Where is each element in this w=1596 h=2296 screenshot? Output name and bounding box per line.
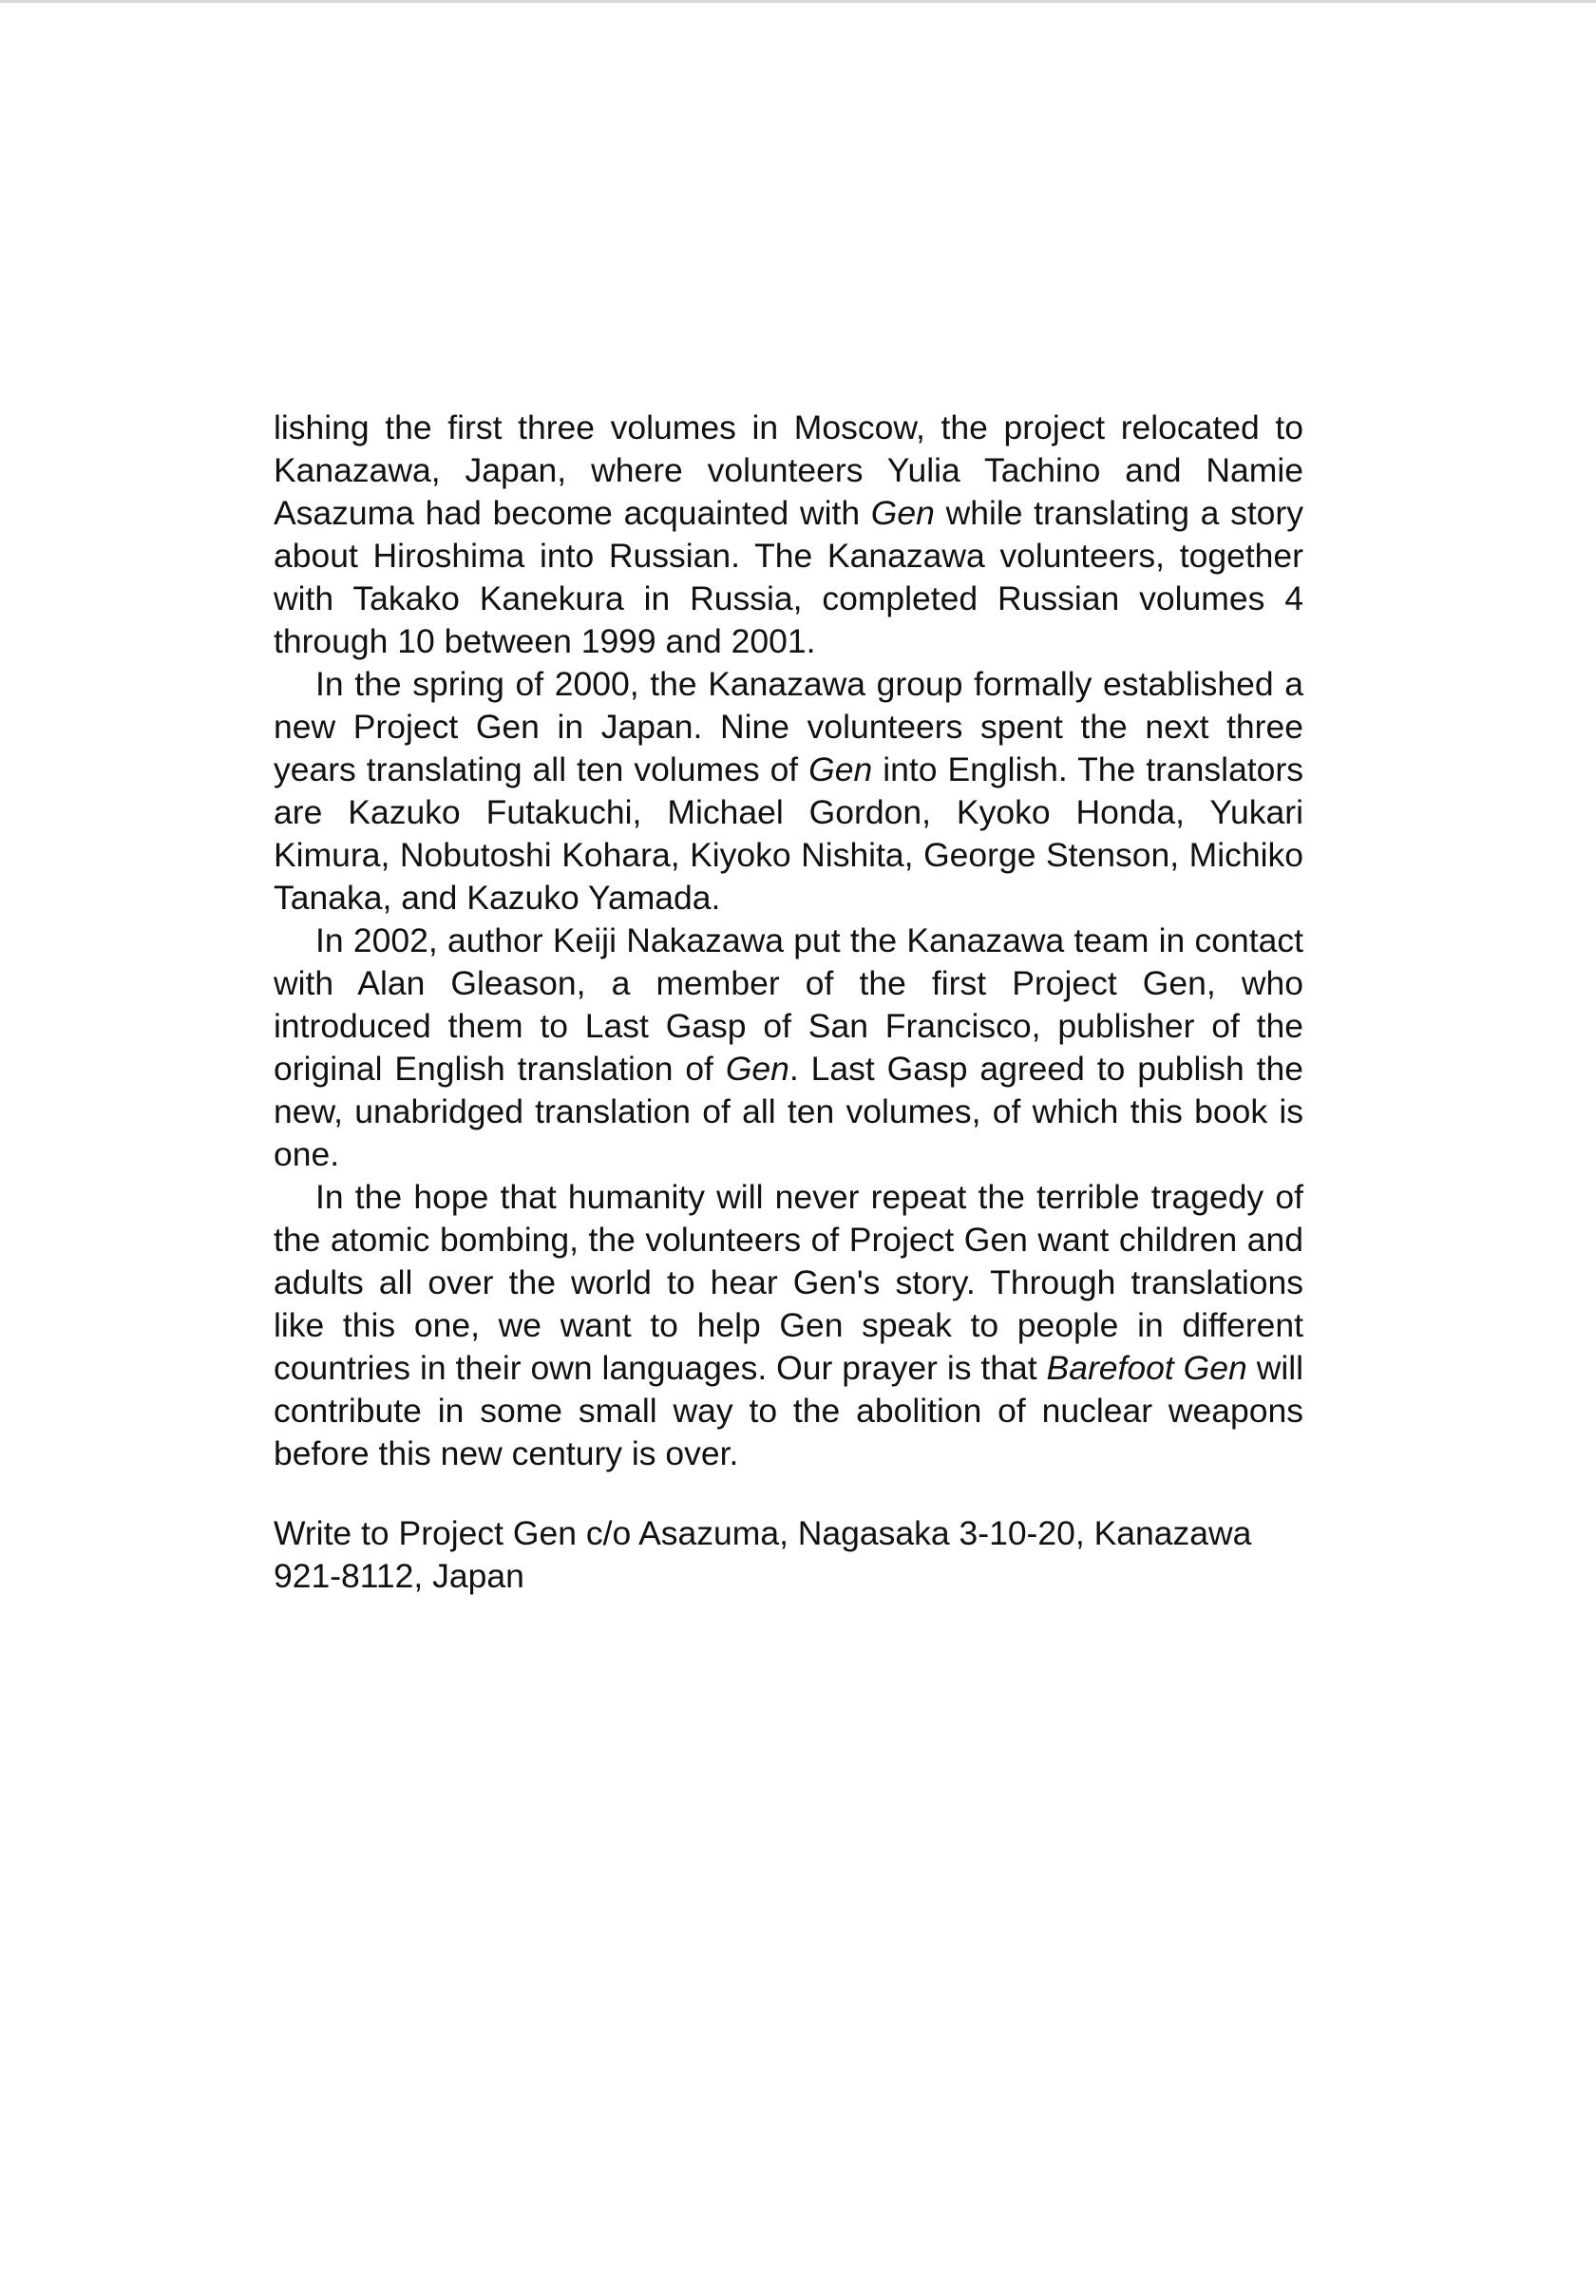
paragraph-text: into English. The translators are Kazuko Futakuchi, Michael Gordon, Kyoko Honda, Yukari Kimura, Nobutoshi Kohara, Kiyoko Nishita, George Stenson, Michiko Tanaka, and Kazuko Yamada.: [274, 750, 1303, 917]
italic-title: Barefoot Gen: [1046, 1349, 1247, 1387]
paragraph-4: [274, 1176, 1303, 1475]
page-body: [274, 407, 1303, 1598]
address-line-2: 921-8112, Japan: [274, 1557, 524, 1595]
paragraph-text: will contribute in some small way to the abolition of nuclear weapons before this new century is over.: [274, 1349, 1303, 1472]
paragraph-2: [274, 663, 1303, 920]
paragraph-1: [274, 407, 1303, 663]
paragraph-3: [274, 920, 1303, 1176]
address-line-1: Write to Project Gen c/o Asazuma, Nagasaka 3-10-20, Kanazawa: [274, 1514, 1252, 1552]
italic-title: Gen: [725, 1050, 789, 1088]
scan-edge: [0, 0, 1596, 3]
paragraph-text: In the spring of 2000, the Kanazawa group formally established a new Project Gen in Japan. Nine volunteers spent the next three years translating all ten volumes of: [274, 665, 1303, 788]
paragraph-text: while translating a story about Hiroshima into Russian. The Kanazawa volunteers, together with Takako Kanekura in Russia, completed Russian volumes 4 through 10 between 1999 and 2001.: [274, 494, 1303, 660]
mailing-address: [274, 1512, 1303, 1598]
paragraph-text: . Last Gasp agreed to publish the new, unabridged translation of all ten volumes, of which this book is one.: [274, 1050, 1303, 1173]
italic-title: Gen: [808, 750, 873, 788]
paragraph-text: In the hope that humanity will never repeat the terrible tragedy of the atomic bombing, the volunteers of Project Gen want children and adults all over the world to hear Gen's story. Through translations like this one, we want to help Gen speak to people in different countries in their own languages. Our prayer is that: [274, 1178, 1303, 1387]
paragraph-text: In 2002, author Keiji Nakazawa put the Kanazawa team in contact with Alan Gleason, a member of the first Project Gen, who introduced them to Last Gasp of San Francisco, publisher of the original English translation of: [274, 921, 1303, 1088]
italic-title: Gen: [870, 494, 935, 532]
paragraph-text: lishing the first three volumes in Moscow, the project relocated to Kanazawa, Japan, where volunteers Yulia Tachino and Namie Asazuma had become acquainted with: [274, 408, 1303, 532]
